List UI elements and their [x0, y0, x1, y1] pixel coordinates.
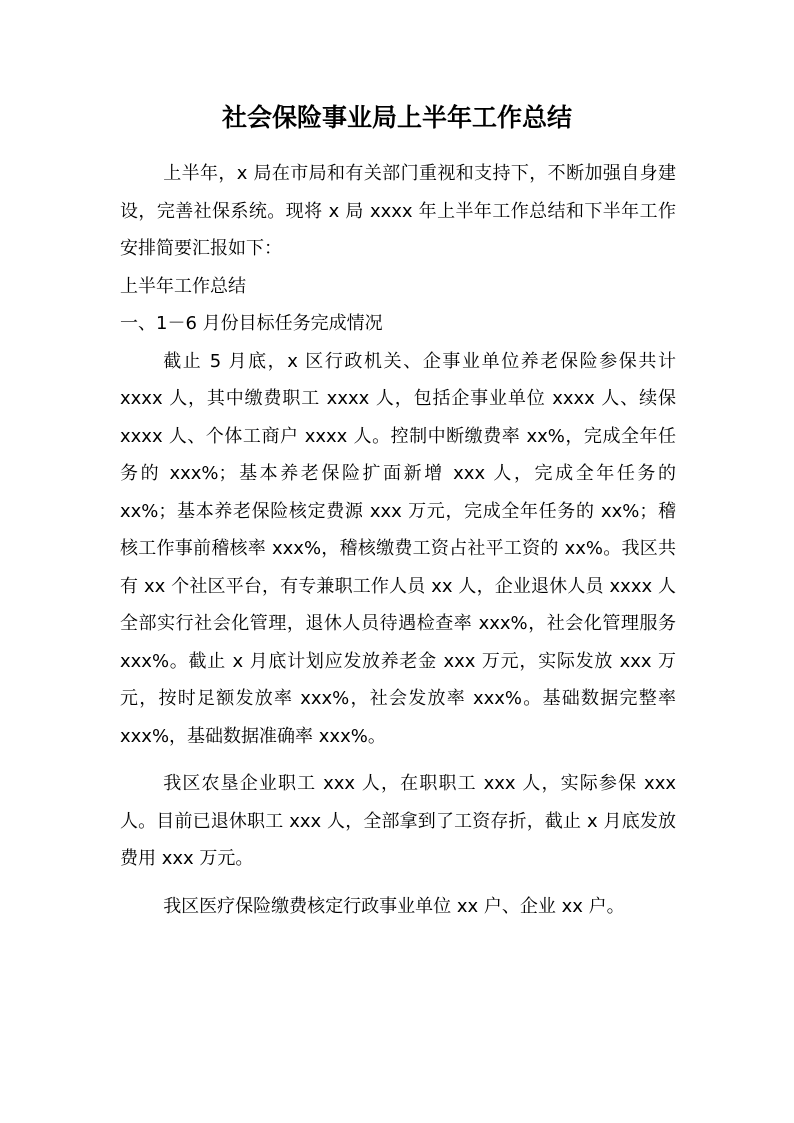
medical-insurance-paragraph: 我区医疗保险缴费核定行政事业单位 xx 户、企业 xx 户。	[163, 895, 625, 917]
subsection-heading: 一、1－6 月份目标任务完成情况	[120, 313, 383, 334]
farm-enterprise-paragraph: 我区农垦企业职工 xxx 人，在职职工 xxx 人，实际参保 xxx 人。目前已退休职工 xxx 人，全部拿到了工资存折，截止 x 月底发放费用 xxx 万元。	[120, 773, 676, 869]
intro-paragraph: 上半年，x 局在市局和有关部门重视和支持下，不断加强自身建设，完善社保系统。现将 x 局 xxxx 年上半年工作总结和下半年工作安排简要汇报如下：	[120, 163, 676, 259]
pension-paragraph: 截止 5 月底，x 区行政机关、企事业单位养老保险参保共计 xxxx 人，其中缴费职工 xxxx 人，包括企事业单位 xxxx 人、续保 xxxx 人、个体工商户 xxxx 人。控制中断缴费率 xx%，完成全年任务的 xxx%；基本养老保险扩面新增 xxx 人，完成全年任务的 xx%；基本养老保险核定费源 xxx 万元，完成全年任务的 xx%；稽核工作事前稽核率 xxx%，稽核缴费工资占社平工资的 xx%。我区共有 xx 个社区平台，有专兼职工作人员 xx 人，企业退休人员 xxxx 人全部实行社会化管理，退休人员待遇检查率 xxx%，社会化管理服务 xxx%。截止 x 月底计划应发放养老金 xxx 万元，实际发放 xxx 万元，按时足额发放率 xxx%，社会发放率 xxx%。基础数据完整率 xxx%，基础数据准确率 xxx%。	[120, 350, 676, 747]
section-heading: 上半年工作总结	[120, 275, 246, 297]
document-title: 社会保险事业局上半年工作总结	[221, 103, 572, 132]
document-body	[120, 155, 676, 925]
